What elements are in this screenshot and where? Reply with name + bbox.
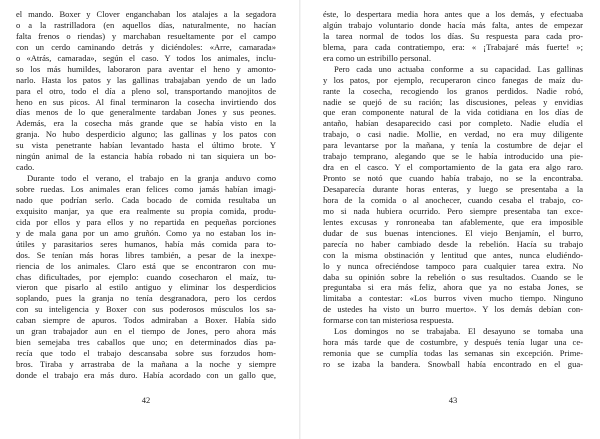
text-line: mo si nada hubiera ocurrido. Pero siempre presentaba tan exce- — [323, 205, 583, 216]
text-line: hora de la comida o al anochecer, cuando cesaba el trabajo, co- — [323, 194, 583, 205]
text-line: con la misma obstinación y lentitud que antes, nunca eludiéndo- — [323, 249, 583, 260]
text-line: falta frenos o riendas) y marchaban resueltamente por el campo — [16, 30, 276, 41]
text-line: lentes excusas y ronroneaba tan afablemente, que era imposible — [323, 216, 583, 227]
text-line: la tarea normal de todos los días. Su respuesta para cada pro- — [323, 30, 583, 41]
text-line: el mando. Boxer y Clover enganchaban los atalajes a la segadora — [16, 9, 276, 19]
text-line: blema, para cada contratiempo, era: « ¡Trabajaré más fuerte! »; — [323, 41, 583, 52]
text-line: con un cerdo caminando detrás y diciéndoles: «Arre, camarada» — [16, 41, 276, 52]
text-line: algún trabajo voluntario donde hacía más falta, antes de empezar — [323, 19, 583, 30]
text-line: trabajo temprano, alegando que se le había introducido una pie- — [323, 151, 583, 162]
right-page — [323, 9, 583, 439]
text-line: o «Atrás, camarada», según el caso. Y todos los animales, inclu- — [16, 52, 276, 63]
text-line: so los más humildes, laboraron para aventar el heno y amonto- — [16, 63, 276, 74]
text-line: dudar de sus buenas intenciones. El viejo Benjamín, el burro, — [323, 227, 583, 238]
text-line: Desaparecía durante horas enteras, y luego se presentaba a la — [323, 184, 583, 194]
text-line: exquisito manjar, ya que era realmente su propia comida, produ- — [16, 205, 276, 216]
text-line: recía que todo el trabajo descansaba sobre sus forzudos hom- — [16, 348, 276, 359]
text-line: trabajo, o casi nadie. Mollie, en verdad, no era muy diligente — [323, 129, 583, 140]
text-line: dra en el casco. Y el comportamiento de la gata era algo raro. — [323, 162, 583, 173]
text-line: antaño, habían desaparecido casi por completo. Nadie eludía el — [323, 118, 583, 129]
text-line: limitaba a contestar: «Los burros viven mucho tiempo. Ninguno — [323, 293, 583, 304]
text-line: era como un estribillo personal. — [323, 52, 431, 63]
text-line: lo y nunca ofreciéndose tampoco para cualquier tarea extra. No — [323, 260, 583, 271]
text-line: bros. Tiraba y arrastraba de la mañana a la noche y siempre — [16, 359, 276, 369]
text-line: que eran componente natural de la vida cotidiana en los días de — [323, 107, 583, 118]
text-line: narlo. Hasta los patos y las gallinas trabajaban yendo de un lado — [16, 74, 276, 85]
text-line: Durante todo el verano, el trabajo en la granja anduvo como — [27, 173, 276, 184]
text-line: ningún animal de la estancia había robado ni tan siquiera un bo- — [16, 151, 276, 162]
text-line: rante la cosecha, recogiendo los granos perdidos. Nadie robó, — [323, 85, 583, 96]
text-line: Además, era la cosecha más grande que se había visto en la — [16, 118, 276, 129]
text-line: soplando, pues la granja no tenía desgranadora, pero los cerdos — [16, 293, 276, 304]
text-line: Pronto se notó que cuando había trabajo, no se la encontraba. — [323, 173, 583, 184]
text-line: cado. — [16, 162, 35, 173]
text-line: riencia de los animales. Claro está que se encontraron con mu- — [16, 260, 276, 271]
left-page-text — [16, 9, 276, 381]
book-gutter — [299, 0, 301, 439]
text-line: dos. Se tenían más horas libres también, a pesar de la inexpe- — [16, 249, 276, 260]
text-line: su vista penetrante habían levantado hasta el último brote. Y — [16, 140, 276, 151]
text-line: heno en sus picos. Al final terminaron la cosecha invirtiendo dos — [16, 96, 276, 107]
text-line: con su inteligencia y Boxer con sus poderosos músculos los sa- — [16, 304, 276, 315]
text-line: o a la rastrilladora (en aquellos días, naturalmente, no hacían — [16, 19, 276, 30]
text-line: cida por ellos y para ellos y no repartida en pequeñas porciones — [16, 216, 276, 227]
text-line: Pero cada uno actuaba conforme a su capacidad. Las gallinas — [334, 63, 583, 74]
text-line: sobre ruedas. Los animales eran felices como jamás habían imagi- — [16, 184, 276, 194]
right-page-number: 43 — [448, 395, 458, 405]
text-line: chas dificultades, por ejemplo: cuando cosecharon el maíz, tu- — [16, 271, 276, 282]
text-line: para el otro, todo el día a pleno sol, transportando manojitos de — [16, 85, 276, 96]
text-line: útiles y parasitarios seres humanos, había más comida para to- — [16, 238, 276, 249]
text-line: nadie se quejó de su ración; las discusiones, peleas y envidias — [323, 96, 583, 107]
text-line: días menos de lo que generalmente tardaban Jones y sus peones. — [16, 107, 276, 118]
text-line: preguntaba si era más feliz, ahora que ya no estaba Jones, se — [323, 282, 583, 293]
text-line: remonia que se cumplía todas las semanas sin excepción. Prime- — [323, 348, 583, 359]
text-line: formarse con tan misteriosa respuesta. — [323, 315, 454, 326]
text-line: granja. No hubo desperdicio alguno; las gallinas y los patos con — [16, 129, 276, 140]
left-page-number: 42 — [141, 395, 151, 405]
text-line: parecía no haber cambiado desde la rebelión. Hacía su trabajo — [323, 238, 583, 249]
text-line: ro se izaba la bandera. Snowball había encontrado en el gua- — [323, 359, 583, 369]
right-page-text — [323, 9, 583, 370]
text-line: Los domingos no se trabajaba. El desayuno se tomaba una — [334, 326, 583, 337]
text-line: y de mala gana por un amo gruñón. Como ya no estaban los in- — [16, 227, 276, 238]
text-line: bien semejaba tres caballos que uno; en determinados días pa- — [16, 337, 276, 348]
text-line: donde el trabajo era más duro. Había acordado con un gallo que, — [16, 369, 276, 380]
text-line: vieron que pisarlo al estilo antiguo y eliminar los desperdicios — [16, 282, 276, 293]
text-line: de ustedes ha visto un burro muerto». Y los demás debían con- — [323, 304, 583, 315]
text-line: hora más tarde que de costumbre, y después tenía lugar una ce- — [323, 337, 583, 348]
text-line: daba su opinión sobre la rebelión o sus resultados. Cuando se le — [323, 271, 583, 282]
text-line: caban siempre de apuros. Todos admiraban a Boxer. Había sido — [16, 315, 276, 326]
text-line: éste, lo despertara media hora antes que a los demás, y efectuaba — [323, 9, 583, 19]
text-line: nado que podrían serlo. Cada bocado de comida resultaba un — [16, 194, 276, 205]
text-line: un gran trabajador aun en el tiempo de Jones, pero ahora más — [16, 326, 276, 337]
left-page — [16, 9, 276, 439]
text-line: y los patos, por ejemplo, recuperaron cinco fanegas de maíz du- — [323, 74, 583, 85]
text-line: para levantarse por la mañana, y tenía la costumbre de dejar el — [323, 140, 583, 151]
